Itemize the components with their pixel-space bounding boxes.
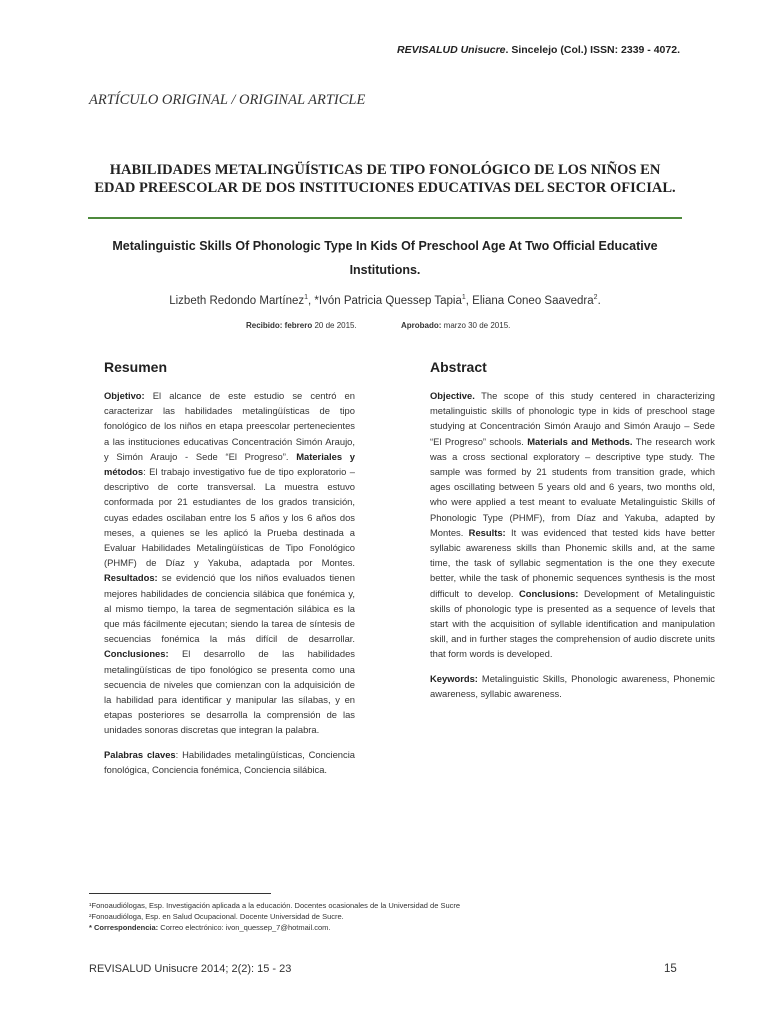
journal-name: REVISALUD Unisucre: [396, 44, 506, 56]
resumen-results-text: se evidenció que los niños evaluados tienen mejores habilidades de conciencia silábica que fonémica y, al mismo tiempo, la tarea de segmentación silábica es la que más fácilmente ejecutan; siendo la tarea de síntesis de secuencias fonémica la más difícil de desarrollar.: [104, 572, 355, 645]
journal-details: . Sincelejo (Col.) ISSN: 2339 - 4072.: [505, 44, 680, 56]
footnote-divider: [89, 893, 271, 894]
abstract-keywords-label: Keywords:: [430, 672, 478, 684]
abstract-objective-text: The scope of this study centered in characterizing metalinguistic skills of phonologic type in kids of preschool stage studying at Concentración Simón Araujo and Simón Araujo – Sede “El Progreso” schools.: [430, 390, 715, 447]
abstract-results-text: It was evidenced that tested kids have better syllabic awareness skills than Phonemic skills and, at the same time, the task of syllabic segmentation is the one they execute better, while the task of phonemic sequences synthesis is the most difficult to develop.: [430, 526, 715, 599]
abstract-paragraph: [430, 388, 715, 662]
abstract-objective-label: Objective.: [430, 390, 475, 401]
resumen-keywords-label: Palabras claves: [104, 748, 176, 760]
footnote-3: [89, 922, 460, 933]
abstract-methods-label: Materials and Methods.: [527, 435, 633, 447]
correspondence-label: * Correspondencia:: [89, 923, 159, 932]
abstract-conclusions-label: Conclusions:: [519, 587, 579, 599]
received-label: Recibido: febrero: [246, 321, 313, 330]
author-1-affiliation: 1: [304, 294, 309, 301]
abstract-methods-text: The research work was a cross sectional exploratory – descriptive type study. The sample was formed by 21 students from transition grade, which ages oscillating between 5 years old and 6 years, two months old, who were applied a test meant to evaluate Metalinguistic Skills of Phonologic Type (PHMF), from Díaz and Yakuba, adapted by Montes.: [430, 435, 715, 538]
author-list-end: .: [597, 294, 601, 307]
author-3: , Eliana Coneo Saavedra: [465, 294, 594, 307]
abstract-body: [430, 388, 715, 710]
approved-label: Aprobado:: [401, 321, 442, 330]
received-date: [246, 321, 357, 330]
page-number: 15: [664, 963, 677, 975]
resumen-methods-text: : El trabajo investigativo fue de tipo exploratorio – descriptivo de corte transversal. La muestra estuvo conformada por 21 estudiantes de los grados transición, cuyas edades oscilaban entre los 5 años y los 6 años dos meses, a quienes se les aplicó la Prueba destinada a Evaluar Habilidades Metalingüísticas de Tipo Fonológico (PHMF) de Díaz y Yakuba, adaptada por Montes.: [104, 466, 355, 569]
approved-date: [401, 321, 510, 330]
abstract-keywords: [430, 671, 715, 701]
resumen-results-label: Resultados:: [104, 572, 158, 584]
resumen-methods-label: Materiales y métodos: [104, 450, 355, 478]
abstract-heading: Abstract: [430, 359, 487, 375]
resumen-keywords: [104, 747, 355, 777]
title-divider: [88, 217, 682, 219]
received-value: 20 de 2015.: [312, 321, 357, 330]
footnote-1: ¹Fonoaudiólogas, Esp. Investigación aplicada a la educación. Docentes ocasionales de la Universidad de Sucre: [89, 901, 461, 910]
footer-citation: REVISALUD Unisucre 2014; 2(2): 15 - 23: [89, 963, 292, 975]
author-1: Lizbeth Redondo Martínez: [169, 294, 305, 307]
resumen-objective-text: El alcance de este estudio se centró en caracterizar las habilidades metalingüísticas de tipo fonológico de los niños en etapa preescolar pertenecientes a las instituciones educativas Concentración Simón Araujo, y Simón Araujo - Sede “El Progreso”.: [104, 390, 355, 462]
footnote-2: ²Fonoaudióloga, Esp. en Salud Ocupacional. Docente Universidad de Sucre.: [89, 912, 344, 921]
resumen-paragraph: [104, 388, 355, 738]
author-2: , *Ivón Patricia Quessep Tapia: [308, 294, 462, 307]
author-list: [88, 294, 682, 307]
resumen-heading: Resumen: [104, 359, 168, 375]
resumen-conclusions-label: Conclusiones:: [104, 648, 169, 660]
resumen-conclusions-text: El desarrollo de las habilidades metalingüísticas de tipo fonológico se presenta como una secuencia de niveles que comienzan con la adquisición de la habilidad para identificar y manipular las sílabas, y en etapas posteriores se desarrolla la comprensión de las unidades sonoras discretas que integran la palabra.: [104, 648, 355, 736]
footnotes: [89, 900, 460, 933]
abstract-keywords-text: Metalinguistic Skills, Phonologic awareness, Phonemic awareness, syllabic awareness.: [430, 672, 715, 699]
spanish-title: HABILIDADES METALINGÜÍSTICAS DE TIPO FONOLÓGICO DE LOS NIÑOS EN EDAD PREESCOLAR DE DOS INSTITUCIONES EDUCATIVAS DEL SECTOR OFICIAL.: [94, 162, 676, 196]
article-type: ARTÍCULO ORIGINAL / ORIGINAL ARTICLE: [89, 92, 366, 108]
english-title: Metalinguistic Skills Of Phonologic Type In Kids Of Preschool Age At Two Official Educative Institutions.: [112, 239, 658, 277]
running-header: [397, 44, 680, 56]
abstract-results-label: Results:: [468, 526, 506, 538]
resumen-keywords-text: : Habilidades metalingüísticas, Conciencia fonológica, Conciencia fonémica, Conciencia silábica.: [104, 748, 355, 775]
approved-value: marzo 30 de 2015.: [441, 321, 511, 330]
resumen-objective-label: Objetivo:: [104, 390, 145, 401]
abstract-conclusions-text: Development of Metalinguistic skills of phonologic type is presented as a sequence of levels that start with the acquisition of syllable identification and manipulation skill, and in further stages the comprehension of audio discrete units that form words is developed.: [430, 587, 715, 660]
author-2-affiliation: 1: [461, 294, 466, 301]
author-3-affiliation: 2: [593, 294, 598, 301]
resumen-body: [104, 388, 355, 786]
correspondence-email: Correo electrónico: ivon_quessep_7@hotmail.com.: [158, 923, 331, 932]
